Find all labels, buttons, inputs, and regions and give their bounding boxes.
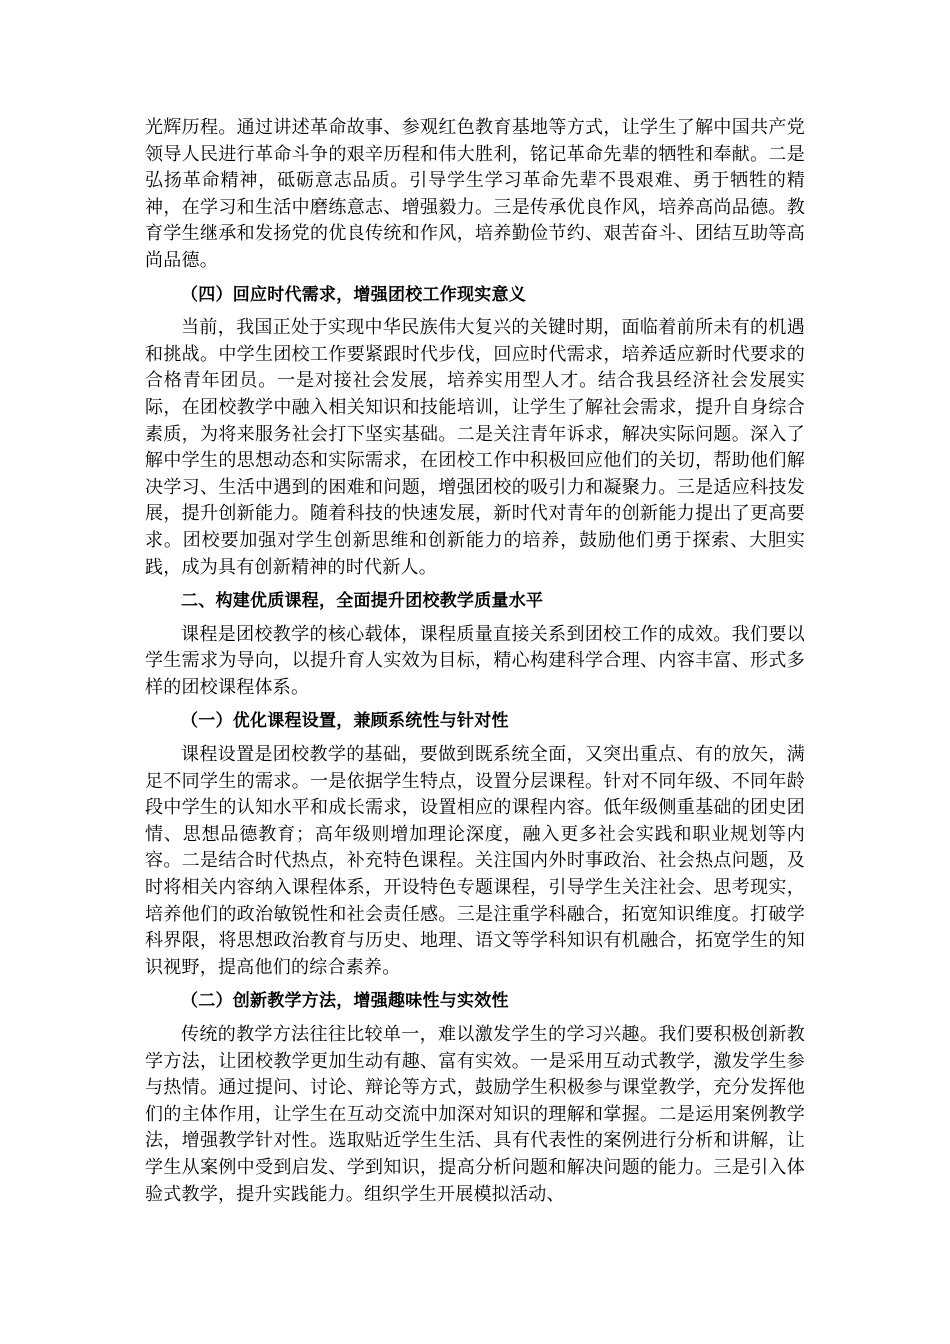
section-heading: 二、构建优质课程，全面提升团校教学质量水平: [181, 591, 544, 612]
section-heading: （二）创新教学方法，增强趣味性与实效性: [181, 991, 509, 1012]
paragraph: 课程是团校教学的核心载体，课程质量直接关系到团校工作的成效。我们要以学生需求为导向，以提升育人实效为目标，精心构建科学合理、内容丰富、形式多样的团校课程体系。: [145, 623, 805, 698]
section-heading: （四）回应时代需求，增强团校工作现实意义: [181, 284, 526, 305]
section-heading: （一）优化课程设置，兼顾系统性与针对性: [181, 711, 509, 732]
paragraph: 当前，我国正处于实现中华民族伟大复兴的关键时期，面临着前所未有的机遇和挑战。中学生团校工作要紧跟时代步伐，回应时代需求，培养适应新时代要求的合格青年团员。一是对接社会发展，培养实用型人才。结合我县经济社会发展实际，在团校教学中融入相关知识和技能培训，让学生了解社会需求，提升自身综合素质，为将来服务社会打下坚实基础。二是关注青年诉求，解决实际问题。深入了解中学生的思想动态和实际需求，在团校工作中积极回应他们的关切，帮助他们解决学习、生活中遇到的困难和问题，增强团校的吸引力和凝聚力。三是适应科技发展，提升创新能力。随着科技的快速发展，新时代对青年的创新能力提出了更高要求。团校要加强对学生创新思维和创新能力的培养，鼓励他们勇于探索、大胆实践，成为具有创新精神的时代新人。: [145, 317, 805, 578]
paragraph: 课程设置是团校教学的基础，要做到既系统全面，又突出重点、有的放矢，满足不同学生的需求。一是依据学生特点，设置分层课程。针对不同年级、不同年龄段中学生的认知水平和成长需求，设置相应的课程内容。低年级侧重基础的团史团情、思想品德教育；高年级则增加理论深度，融入更多社会实践和职业规划等内容。二是结合时代热点，补充特色课程。关注国内外时事政治、社会热点问题，及时将相关内容纳入课程体系，开设特色专题课程，引导学生关注社会、思考现实，培养他们的政治敏锐性和社会责任感。三是注重学科融合，拓宽知识维度。打破学科界限，将思想政治教育与历史、地理、语文等学科知识有机融合，拓宽学生的知识视野，提高他们的综合素养。: [145, 744, 805, 978]
document-page: [145, 115, 805, 1215]
paragraph: 光辉历程。通过讲述革命故事、参观红色教育基地等方式，让学生了解中国共产党领导人民进行革命斗争的艰辛历程和伟大胜利，铭记革命先辈的牺牲和奉献。二是弘扬革命精神，砥砺意志品质。引导学生学习革命先辈不畏艰难、勇于牺牲的精神，在学习和生活中磨练意志、增强毅力。三是传承优良作风，培养高尚品德。教育学生继承和发扬党的优良传统和作风，培养勤俭节约、艰苦奋斗、团结互助等高尚品德。: [145, 117, 805, 271]
paragraph: 传统的教学方法往往比较单一，难以激发学生的学习兴趣。我们要积极创新教学方法，让团校教学更加生动有趣、富有实效。一是采用互动式教学，激发学生参与热情。通过提问、讨论、辩论等方式，鼓励学生积极参与课堂教学，充分发挥他们的主体作用，让学生在互动交流中加深对知识的理解和掌握。二是运用案例教学法，增强教学针对性。选取贴近学生生活、具有代表性的案例进行分析和讲解，让学生从案例中受到启发、学到知识，提高分析问题和解决问题的能力。三是引入体验式教学，提升实践能力。组织学生开展模拟活动、: [145, 1024, 805, 1205]
